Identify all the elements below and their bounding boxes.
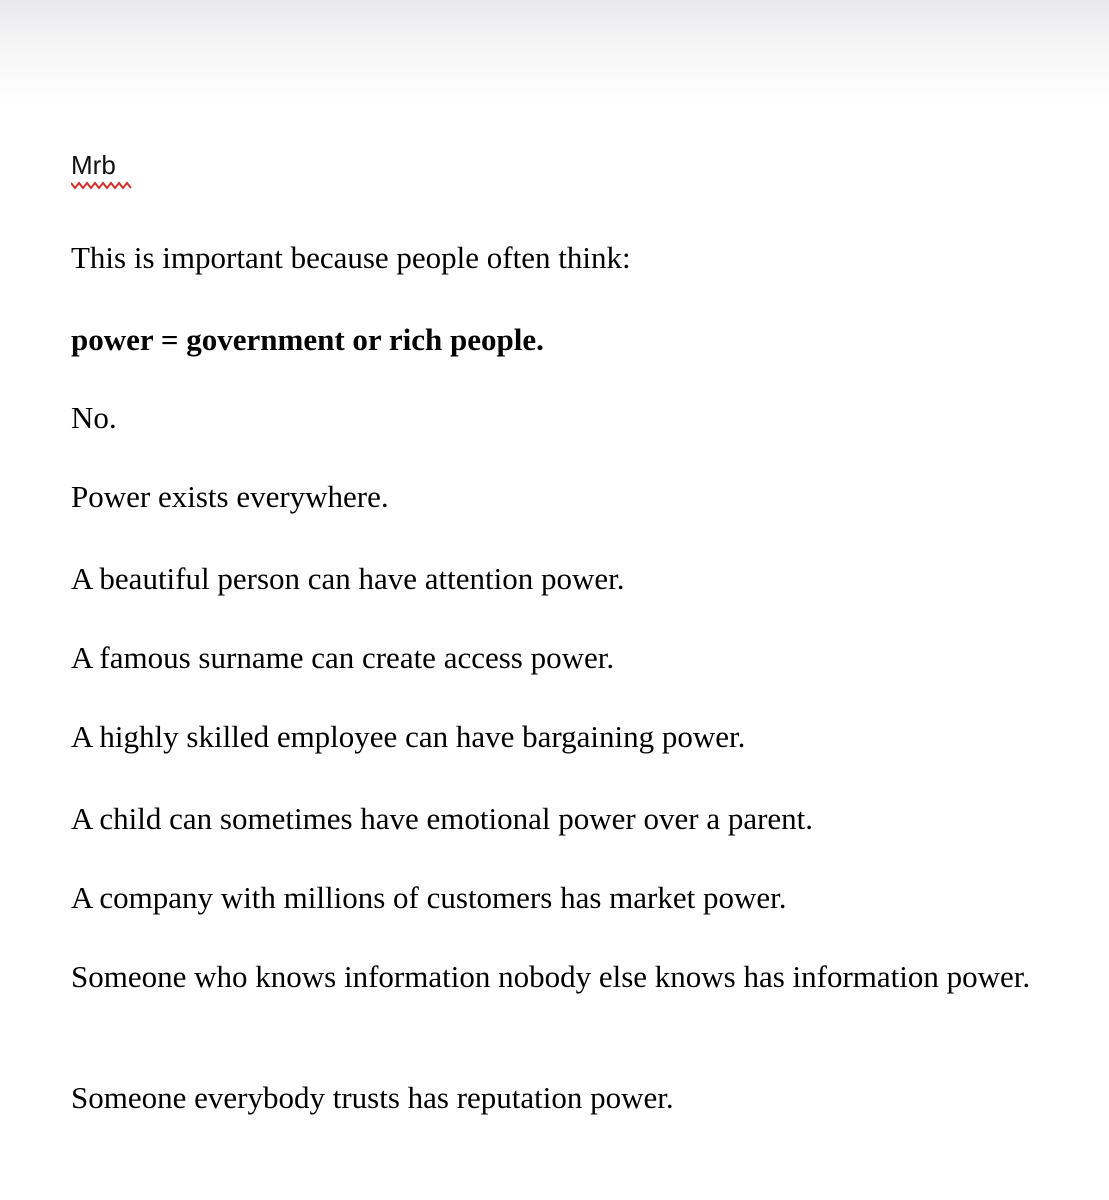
paragraph-10: Someone who knows information nobody else knows has information power. [71, 959, 1031, 994]
paragraph-9: A company with millions of customers has market power. [71, 880, 787, 915]
paragraph-bold-definition: power = government or rich people. [71, 322, 544, 357]
heading-text: Mrb [71, 150, 116, 180]
paragraph-8: A child can sometimes have emotional power over a parent. [71, 801, 814, 836]
paragraph-5: A beautiful person can have attention power. [71, 561, 625, 596]
paragraph-4: Power exists everywhere. [71, 479, 389, 514]
paragraph-6: A famous surname can create access power. [71, 640, 615, 675]
paragraph-7: A highly skilled employee can have bargaining power. [71, 719, 746, 754]
paragraph-11: Someone everybody trusts has reputation power. [71, 1080, 674, 1115]
paragraph-no: No. [71, 400, 117, 435]
paragraph-1: This is important because people often think: [71, 240, 631, 275]
spellcheck-underline-icon[interactable] [71, 180, 133, 190]
